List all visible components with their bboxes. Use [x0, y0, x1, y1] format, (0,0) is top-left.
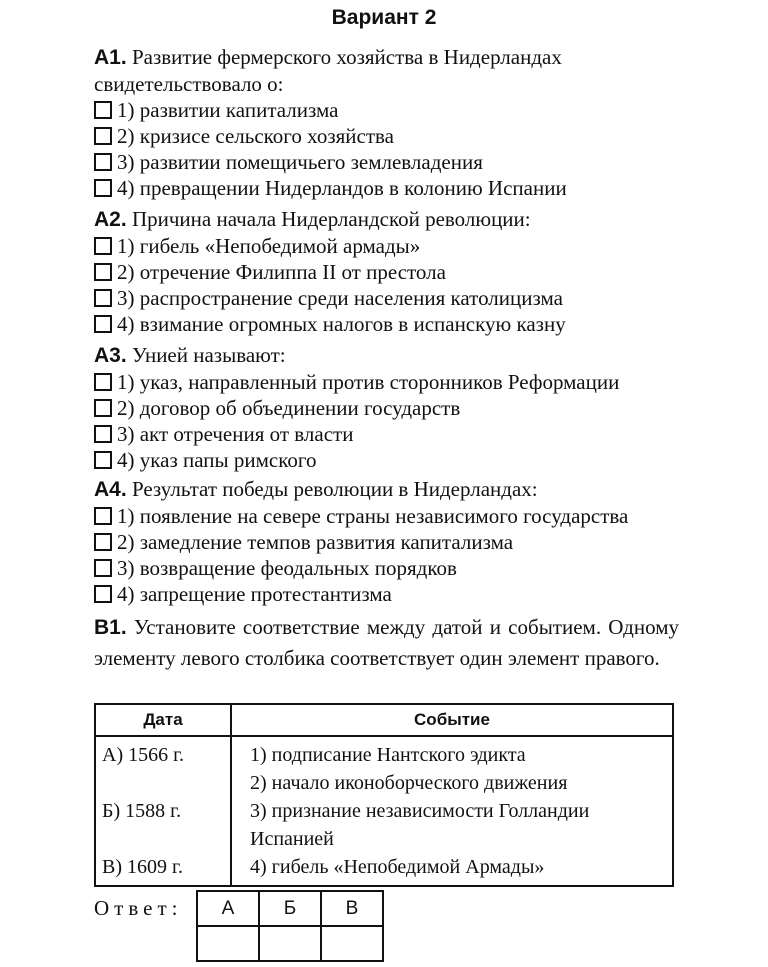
header-date: Дата	[95, 704, 231, 736]
question-text: Развитие фермерского хозяйства в Нидерландах свидетельствовало о:	[94, 45, 562, 96]
table-row	[95, 797, 673, 853]
event-cell: 1) подписание Нантского эдикта	[231, 736, 673, 769]
checkbox[interactable]	[94, 101, 112, 119]
option-a1-1[interactable]: 1) развитии капитализма	[94, 97, 694, 123]
answer-column-v: В	[321, 891, 383, 926]
option-a4-4[interactable]: 4) запрещение протестантизма	[94, 581, 694, 607]
question-number: А4.	[94, 478, 127, 501]
option-a3-1[interactable]: 1) указ, направленный против сторонников Реформации	[94, 369, 694, 395]
option-a2-1[interactable]: 1) гибель «Непобедимой армады»	[94, 233, 694, 259]
checkbox[interactable]	[94, 533, 112, 551]
option-a1-4[interactable]: 4) превращении Нидерландов в колонию Испании	[94, 175, 694, 201]
checkbox[interactable]	[94, 127, 112, 145]
date-cell: Б) 1588 г.	[95, 797, 231, 853]
table-row	[95, 736, 673, 769]
answer-cell-b[interactable]	[259, 926, 321, 961]
option-a1-2[interactable]: 2) кризисе сельского хозяйства	[94, 123, 694, 149]
question-b1	[94, 612, 679, 673]
question-number: А2.	[94, 208, 127, 231]
event-cell: 2) начало иконоборческого движения	[231, 769, 673, 797]
checkbox[interactable]	[94, 399, 112, 417]
answer-column-b: Б	[259, 891, 321, 926]
checkbox[interactable]	[94, 585, 112, 603]
answer-column-a: А	[197, 891, 259, 926]
header-event: Событие	[231, 704, 673, 736]
question-text: Результат победы революции в Нидерландах:	[131, 477, 538, 501]
question-text: Причина начала Нидерландской революции:	[131, 207, 531, 231]
checkbox[interactable]	[94, 315, 112, 333]
checkbox[interactable]	[94, 289, 112, 307]
question-number: В1.	[94, 616, 127, 639]
checkbox[interactable]	[94, 179, 112, 197]
checkbox[interactable]	[94, 153, 112, 171]
option-a4-3[interactable]: 3) возвращение феодальных порядков	[94, 555, 694, 581]
date-cell: В) 1609 г.	[95, 853, 231, 886]
question-a2	[94, 206, 694, 337]
question-a3	[94, 342, 694, 473]
checkbox[interactable]	[94, 263, 112, 281]
answer-grid	[196, 890, 384, 962]
checkbox[interactable]	[94, 559, 112, 577]
option-a2-2[interactable]: 2) отречение Филиппа II от престола	[94, 259, 694, 285]
question-text: Унией называют:	[131, 343, 286, 367]
question-a1	[94, 44, 694, 201]
option-a3-4[interactable]: 4) указ папы римского	[94, 447, 694, 473]
option-a3-3[interactable]: 3) акт отречения от власти	[94, 421, 694, 447]
event-cell: 3) признание независимости Голландии Испанией	[231, 797, 673, 853]
answer-label: Ответ:	[94, 896, 183, 920]
matching-table	[94, 703, 674, 887]
option-a2-3[interactable]: 3) распространение среди населения католицизма	[94, 285, 694, 311]
answer-input-row	[197, 926, 383, 961]
question-number: А1.	[94, 46, 127, 69]
checkbox[interactable]	[94, 451, 112, 469]
checkbox[interactable]	[94, 507, 112, 525]
page-title: Вариант 2	[331, 6, 437, 29]
question-a4	[94, 476, 694, 607]
event-cell: 4) гибель «Непобедимой Армады»	[231, 853, 673, 886]
option-a2-4[interactable]: 4) взимание огромных налогов в испанскую казну	[94, 311, 694, 337]
checkbox[interactable]	[94, 237, 112, 255]
table-row	[95, 769, 673, 797]
date-cell: А) 1566 г.	[95, 736, 231, 769]
table-header-row	[95, 704, 673, 736]
question-text: Установите соответствие между датой и событием. Одному элементу левого столбика соответствует один элемент правого.	[94, 615, 679, 670]
option-a4-2[interactable]: 2) замедление темпов развития капитализма	[94, 529, 694, 555]
answer-cell-a[interactable]	[197, 926, 259, 961]
question-number: А3.	[94, 344, 127, 367]
answer-cell-v[interactable]	[321, 926, 383, 961]
checkbox[interactable]	[94, 425, 112, 443]
option-a4-1[interactable]: 1) появление на севере страны независимого государства	[94, 503, 694, 529]
option-a1-3[interactable]: 3) развитии помещичьего землевладения	[94, 149, 694, 175]
checkbox[interactable]	[94, 373, 112, 391]
answer-header-row	[197, 891, 383, 926]
date-cell	[95, 769, 231, 797]
option-a3-2[interactable]: 2) договор об объединении государств	[94, 395, 694, 421]
table-row	[95, 853, 673, 886]
